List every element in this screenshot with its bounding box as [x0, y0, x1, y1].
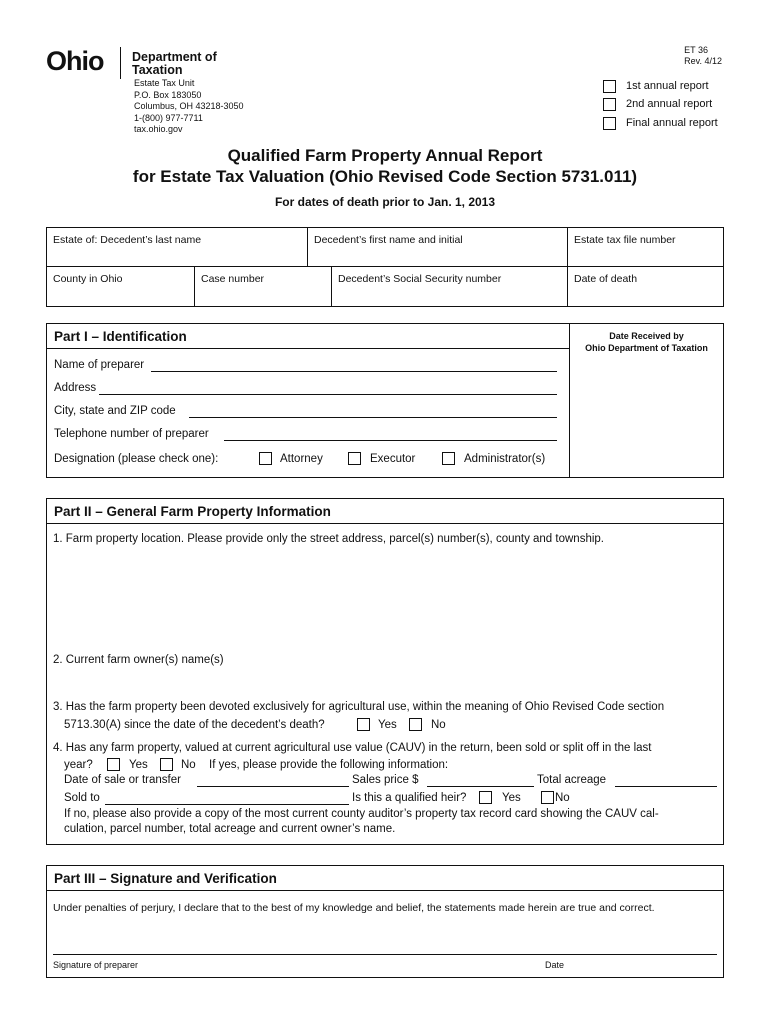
perjury-statement: Under penalties of perjury, I declare that to the best of my knowledge and belief, the statements made herein are true and correct.: [53, 902, 655, 914]
form-subtitle: For dates of death prior to Jan. 1, 2013: [274, 195, 496, 209]
if-no-line2: culation, parcel number, total acreage and current owner’s name.: [64, 823, 396, 835]
signature-label: Signature of preparer: [53, 960, 139, 970]
form-title-line1: Qualified Farm Property Annual Report: [227, 146, 543, 165]
part2-section: [46, 498, 724, 845]
case-number-field[interactable]: [195, 267, 331, 306]
decedent-last-name-field[interactable]: [47, 228, 307, 266]
field-label: Estate of: Decedent’s last name: [53, 234, 202, 246]
address-line: Columbus, OH 43218-3050: [134, 101, 244, 111]
address-label: Address: [54, 382, 97, 394]
heir-no-checkbox[interactable]: [541, 791, 554, 804]
county-field[interactable]: [47, 267, 194, 306]
field-label: Date of death: [574, 273, 638, 285]
date-of-sale-label: Date of sale or transfer: [64, 774, 181, 786]
current-owner-input[interactable]: [53, 671, 717, 697]
agency-address: [134, 78, 244, 136]
q3-no-label: No: [431, 719, 446, 731]
estate-info-grid: [46, 227, 724, 307]
q3-line2: 5713.30(A) since the date of the decedent’s death?: [64, 719, 325, 731]
qualified-heir-label: Is this a qualified heir?: [352, 792, 467, 804]
logo-divider: [120, 47, 121, 79]
signature-line[interactable]: [53, 954, 717, 955]
executor-label: Executor: [370, 453, 416, 465]
total-acreage-input[interactable]: [615, 786, 717, 787]
farm-location-input[interactable]: [53, 551, 717, 651]
estate-tax-file-number-field[interactable]: [568, 228, 723, 266]
label-2nd-annual: 2nd annual report: [626, 98, 713, 110]
part2-heading: Part II – General Farm Property Information: [54, 504, 331, 519]
preparer-name-label: Name of preparer: [54, 359, 145, 371]
heir-yes-checkbox[interactable]: [479, 791, 492, 804]
label-final-annual: Final annual report: [626, 117, 718, 129]
city-state-zip-label: City, state and ZIP code: [54, 405, 176, 417]
address-line: P.O. Box 183050: [134, 89, 202, 100]
administrator-checkbox[interactable]: [442, 452, 455, 465]
attorney-checkbox[interactable]: [259, 452, 272, 465]
heir-no-label: No: [555, 792, 570, 804]
q1-farm-location: 1. Farm property location. Please provide only the street address, parcel(s) number(s), county and township.: [53, 533, 604, 545]
checkbox-1st-annual[interactable]: [603, 80, 616, 93]
date-received-line2: Ohio Department of Taxation: [585, 343, 708, 353]
address-line: Estate Tax Unit: [134, 78, 195, 88]
q3-line1: 3. Has the farm property been devoted exclusively for agricultural use, within the meaning of Ohio Revised Code section: [53, 701, 665, 713]
label-1st-annual: 1st annual report: [626, 80, 709, 92]
preparer-name-input[interactable]: [151, 371, 557, 372]
q4-line1: 4. Has any farm property, valued at current agricultural use value (CAUV) in the return, been sold or split off in the last: [53, 742, 652, 754]
administrator-label: Administrator(s): [464, 453, 546, 465]
field-label: County in Ohio: [53, 273, 123, 285]
part3-heading: Part III – Signature and Verification: [54, 871, 277, 886]
q2-current-owner: 2. Current farm owner(s) name(s): [53, 654, 224, 666]
date-of-sale-input[interactable]: [197, 786, 349, 787]
q4-year-label: year?: [64, 759, 93, 771]
sold-to-input[interactable]: [105, 804, 349, 805]
q4-no-label: No: [181, 759, 196, 771]
department-name: [132, 51, 217, 77]
checkbox-2nd-annual[interactable]: [603, 98, 616, 111]
field-label: Decedent’s Social Security number: [338, 273, 502, 285]
form-id: [684, 45, 722, 67]
designation-label: Designation (please check one):: [54, 453, 219, 465]
form-revision: Rev. 4/12: [684, 56, 722, 66]
attorney-label: Attorney: [280, 453, 323, 465]
part1-section: [46, 323, 724, 478]
address-input[interactable]: [99, 394, 557, 395]
form-title-line2: for Estate Tax Valuation (Ohio Revised Code Section 5731.011): [132, 167, 638, 186]
dept-line-2: Taxation: [132, 63, 183, 77]
sales-price-label: Sales price $: [352, 774, 419, 786]
executor-checkbox[interactable]: [348, 452, 361, 465]
address-line: tax.ohio.gov: [134, 124, 183, 134]
heir-yes-label: Yes: [502, 792, 521, 804]
dept-line-1: Department of: [132, 50, 217, 64]
q3-yes-label: Yes: [378, 719, 397, 731]
q3-yes-checkbox[interactable]: [357, 718, 370, 731]
q4-yes-checkbox[interactable]: [107, 758, 120, 771]
form-number: ET 36: [684, 45, 708, 55]
q4-if-yes: If yes, please provide the following information:: [209, 759, 449, 771]
part1-heading: Part I – Identification: [54, 329, 187, 344]
telephone-input[interactable]: [224, 440, 557, 441]
decedent-first-name-field[interactable]: [308, 228, 567, 266]
sales-price-input[interactable]: [427, 786, 534, 787]
field-label: Case number: [201, 273, 265, 285]
ohio-logo: Ohio: [46, 46, 104, 76]
checkbox-final-annual[interactable]: [603, 117, 616, 130]
part3-section: [46, 865, 724, 978]
q4-no-checkbox[interactable]: [160, 758, 173, 771]
city-state-zip-input[interactable]: [189, 417, 557, 418]
address-line: 1-(800) 977-7711: [134, 112, 203, 123]
if-no-line1: If no, please also provide a copy of the most current county auditor’s property tax record card showing the CAUV cal-: [64, 808, 659, 820]
date-label: Date: [545, 960, 565, 970]
sold-to-label: Sold to: [64, 792, 100, 804]
telephone-label: Telephone number of preparer: [54, 428, 209, 440]
q3-no-checkbox[interactable]: [409, 718, 422, 731]
field-label: Estate tax file number: [574, 234, 676, 246]
total-acreage-label: Total acreage: [537, 774, 607, 786]
date-received-box: [570, 330, 723, 354]
date-received-line1: Date Received by: [609, 331, 684, 341]
date-of-death-field[interactable]: [568, 267, 723, 306]
field-label: Decedent’s first name and initial: [314, 234, 463, 246]
ssn-field[interactable]: [332, 267, 567, 306]
q4-yes-label: Yes: [129, 759, 148, 771]
